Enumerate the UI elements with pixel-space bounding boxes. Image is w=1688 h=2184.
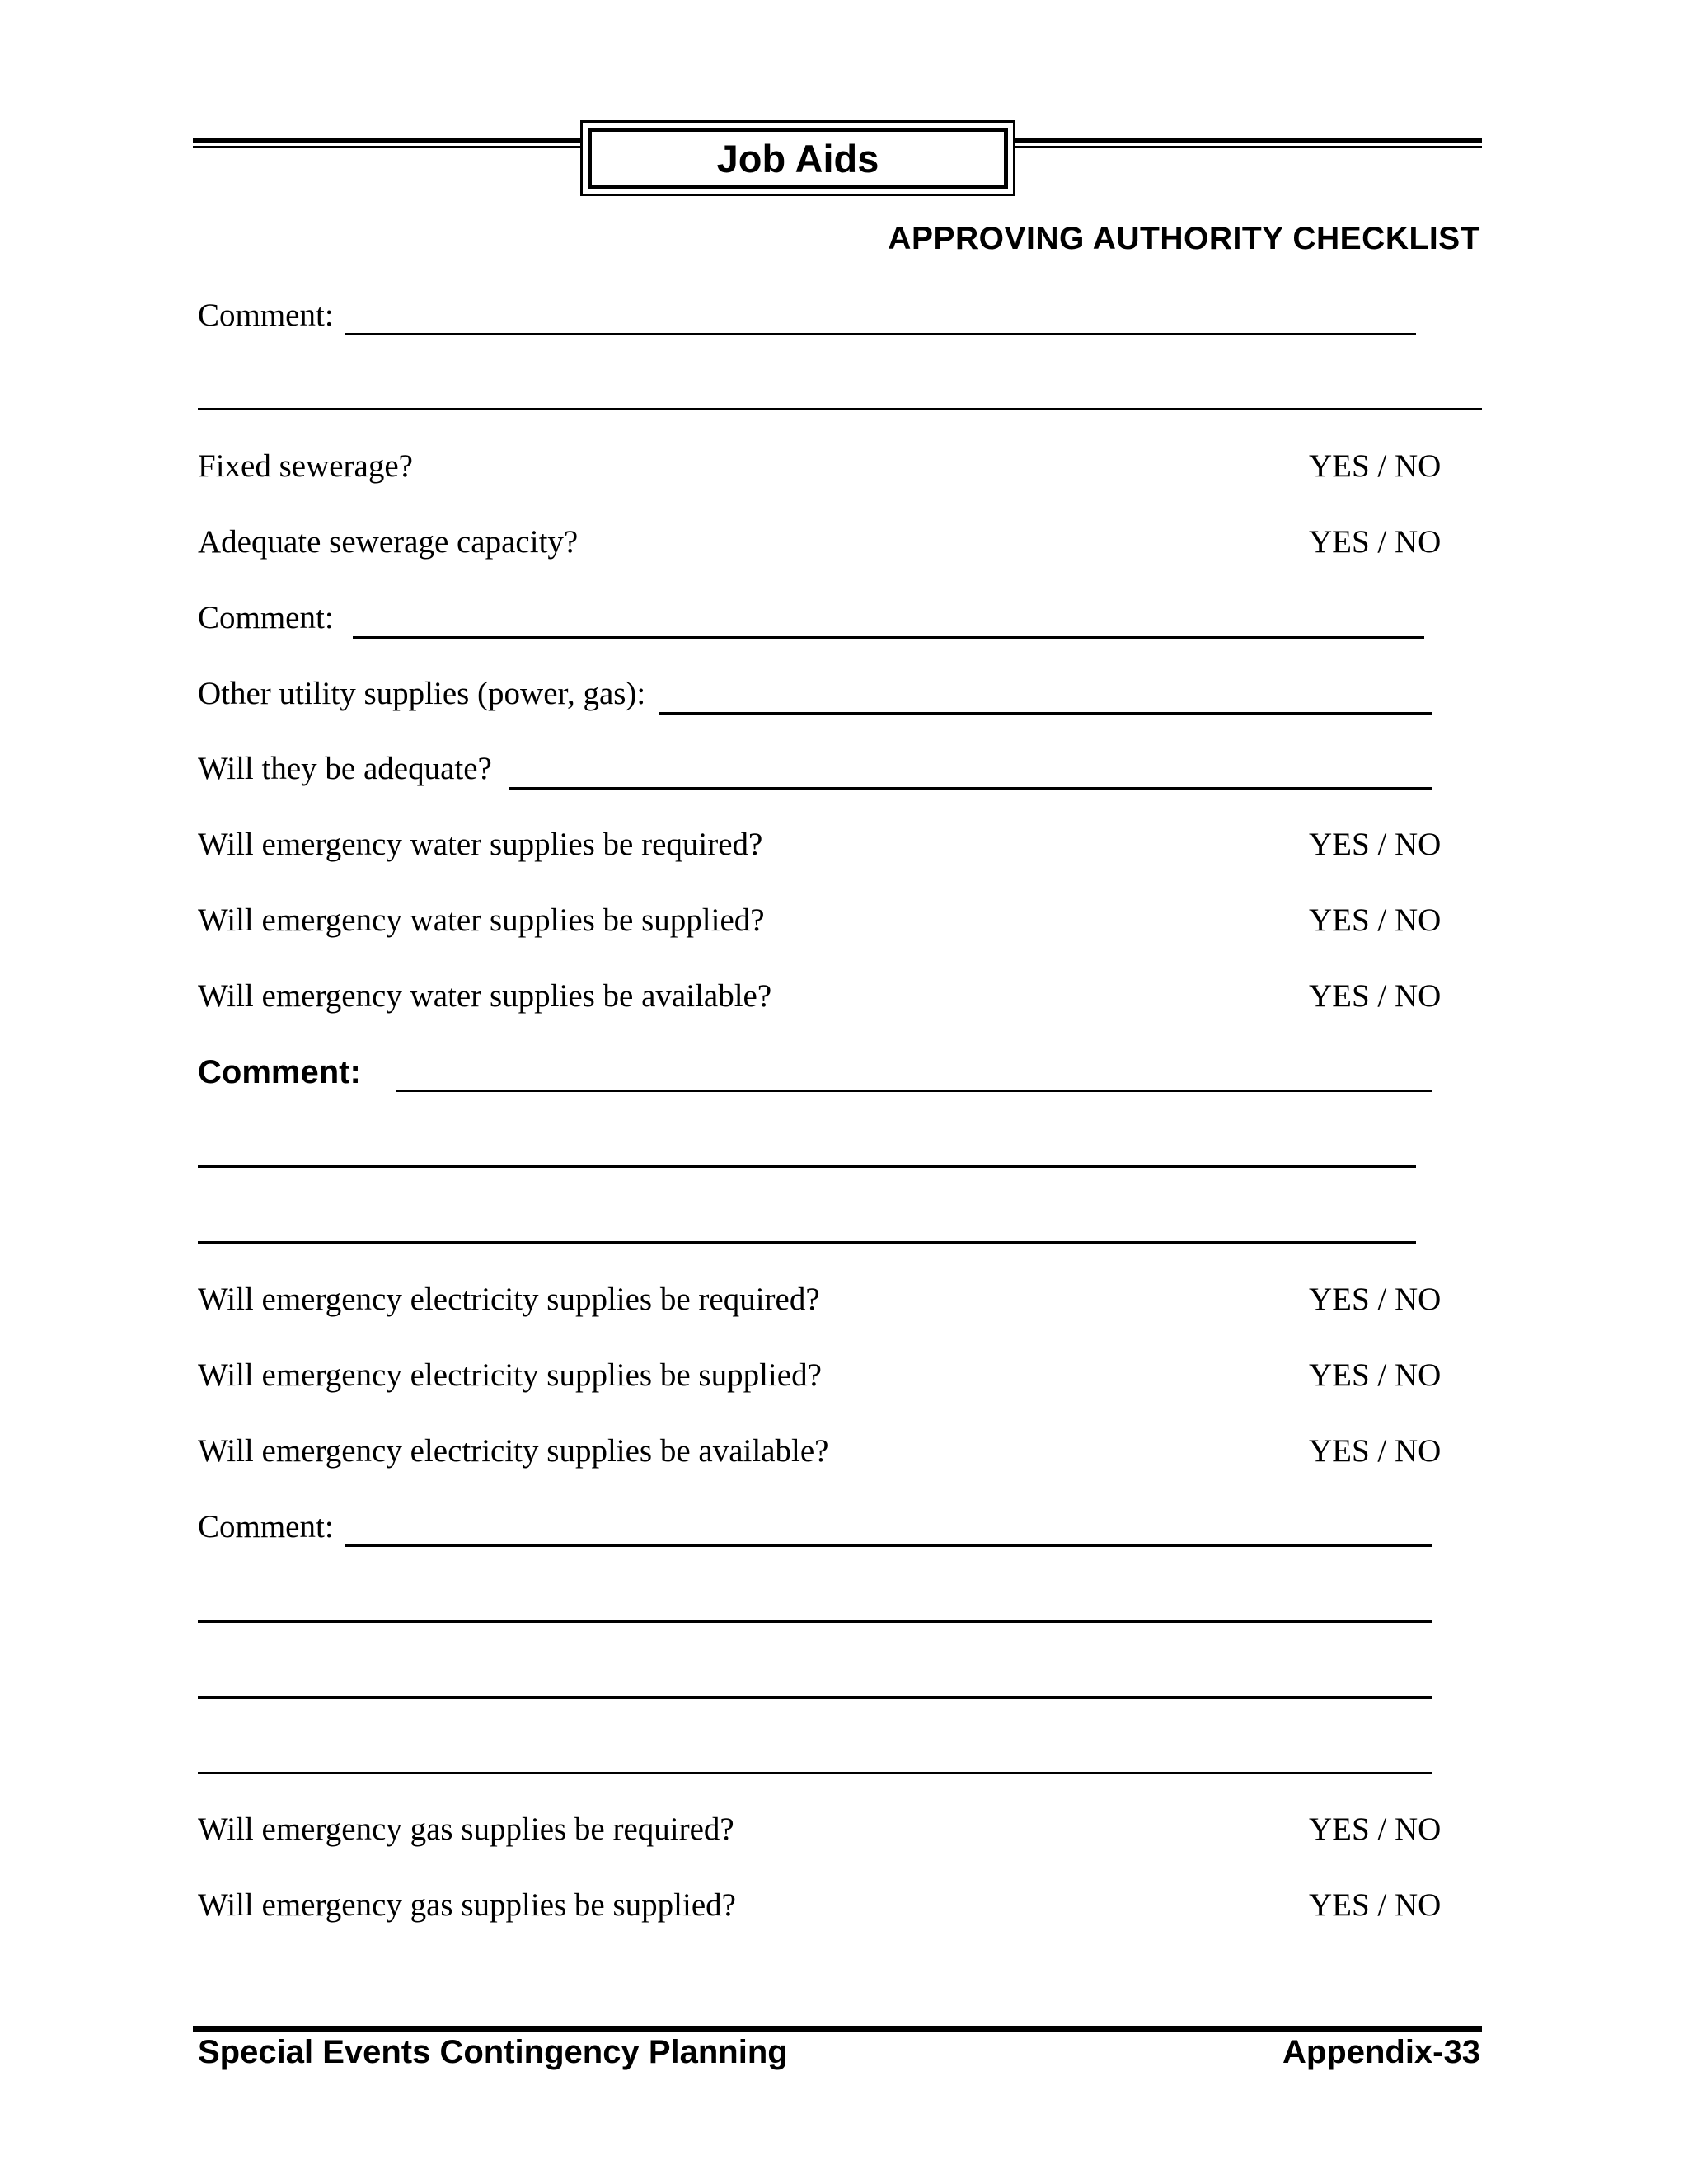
- comment-label-2: Comment:: [198, 600, 334, 635]
- gas-required-question: Will emergency gas supplies be required?: [198, 1811, 734, 1847]
- comment-label-1: Comment:: [198, 298, 334, 333]
- comment-line-4b[interactable]: [198, 1620, 1432, 1623]
- water-supplied-question: Will emergency water supplies be supplied?: [198, 902, 765, 938]
- header-rule-right: [1015, 138, 1482, 143]
- electricity-required-question: Will emergency electricity supplies be required?: [198, 1282, 820, 1317]
- comment-label-4: Comment:: [198, 1509, 334, 1544]
- checklist-title: APPROVING AUTHORITY CHECKLIST: [888, 221, 1480, 256]
- comment-line-1b[interactable]: [198, 408, 1482, 410]
- comment-line-1a[interactable]: [345, 333, 1416, 335]
- comment-line-4a[interactable]: [345, 1544, 1432, 1547]
- comment-line-3c[interactable]: [198, 1241, 1416, 1244]
- will-adequate-line[interactable]: [509, 787, 1432, 790]
- adequate-sewerage-yes-no[interactable]: YES / NO: [1309, 524, 1442, 560]
- water-required-question: Will emergency water supplies be required?: [198, 827, 763, 862]
- gas-supplied-yes-no[interactable]: YES / NO: [1309, 1887, 1442, 1923]
- comment-line-3a[interactable]: [396, 1090, 1432, 1092]
- electricity-supplied-question: Will emergency electricity supplies be supplied?: [198, 1357, 822, 1393]
- electricity-supplied-yes-no[interactable]: YES / NO: [1309, 1357, 1442, 1393]
- comment-line-3b[interactable]: [198, 1165, 1416, 1168]
- comment-line-4c[interactable]: [198, 1696, 1432, 1699]
- water-available-question: Will emergency water supplies be available?: [198, 978, 772, 1014]
- fixed-sewerage-question: Fixed sewerage?: [198, 448, 413, 484]
- will-adequate-question: Will they be adequate?: [198, 751, 492, 786]
- water-supplied-yes-no[interactable]: YES / NO: [1309, 902, 1442, 938]
- other-utility-question: Other utility supplies (power, gas):: [198, 676, 646, 711]
- adequate-sewerage-question: Adequate sewerage capacity?: [198, 524, 579, 560]
- electricity-available-question: Will emergency electricity supplies be available?: [198, 1433, 829, 1469]
- footer-document-title: Special Events Contingency Planning: [198, 2034, 788, 2070]
- electricity-available-yes-no[interactable]: YES / NO: [1309, 1433, 1442, 1469]
- gas-supplied-question: Will emergency gas supplies be supplied?: [198, 1887, 736, 1923]
- water-required-yes-no[interactable]: YES / NO: [1309, 827, 1442, 862]
- section-title: Job Aids: [588, 128, 1008, 189]
- water-available-yes-no[interactable]: YES / NO: [1309, 978, 1442, 1014]
- section-title-box: [580, 120, 1015, 196]
- comment-line-2[interactable]: [353, 636, 1424, 639]
- electricity-required-yes-no[interactable]: YES / NO: [1309, 1282, 1442, 1317]
- comment-line-4d[interactable]: [198, 1772, 1432, 1774]
- header-rule-left: [193, 138, 580, 143]
- footer-page-number: Appendix-33: [1282, 2034, 1480, 2070]
- gas-required-yes-no[interactable]: YES / NO: [1309, 1811, 1442, 1847]
- footer-rule: [193, 2026, 1482, 2032]
- comment-label-3: Comment:: [198, 1054, 361, 1090]
- other-utility-line[interactable]: [659, 712, 1432, 715]
- fixed-sewerage-yes-no[interactable]: YES / NO: [1309, 448, 1442, 484]
